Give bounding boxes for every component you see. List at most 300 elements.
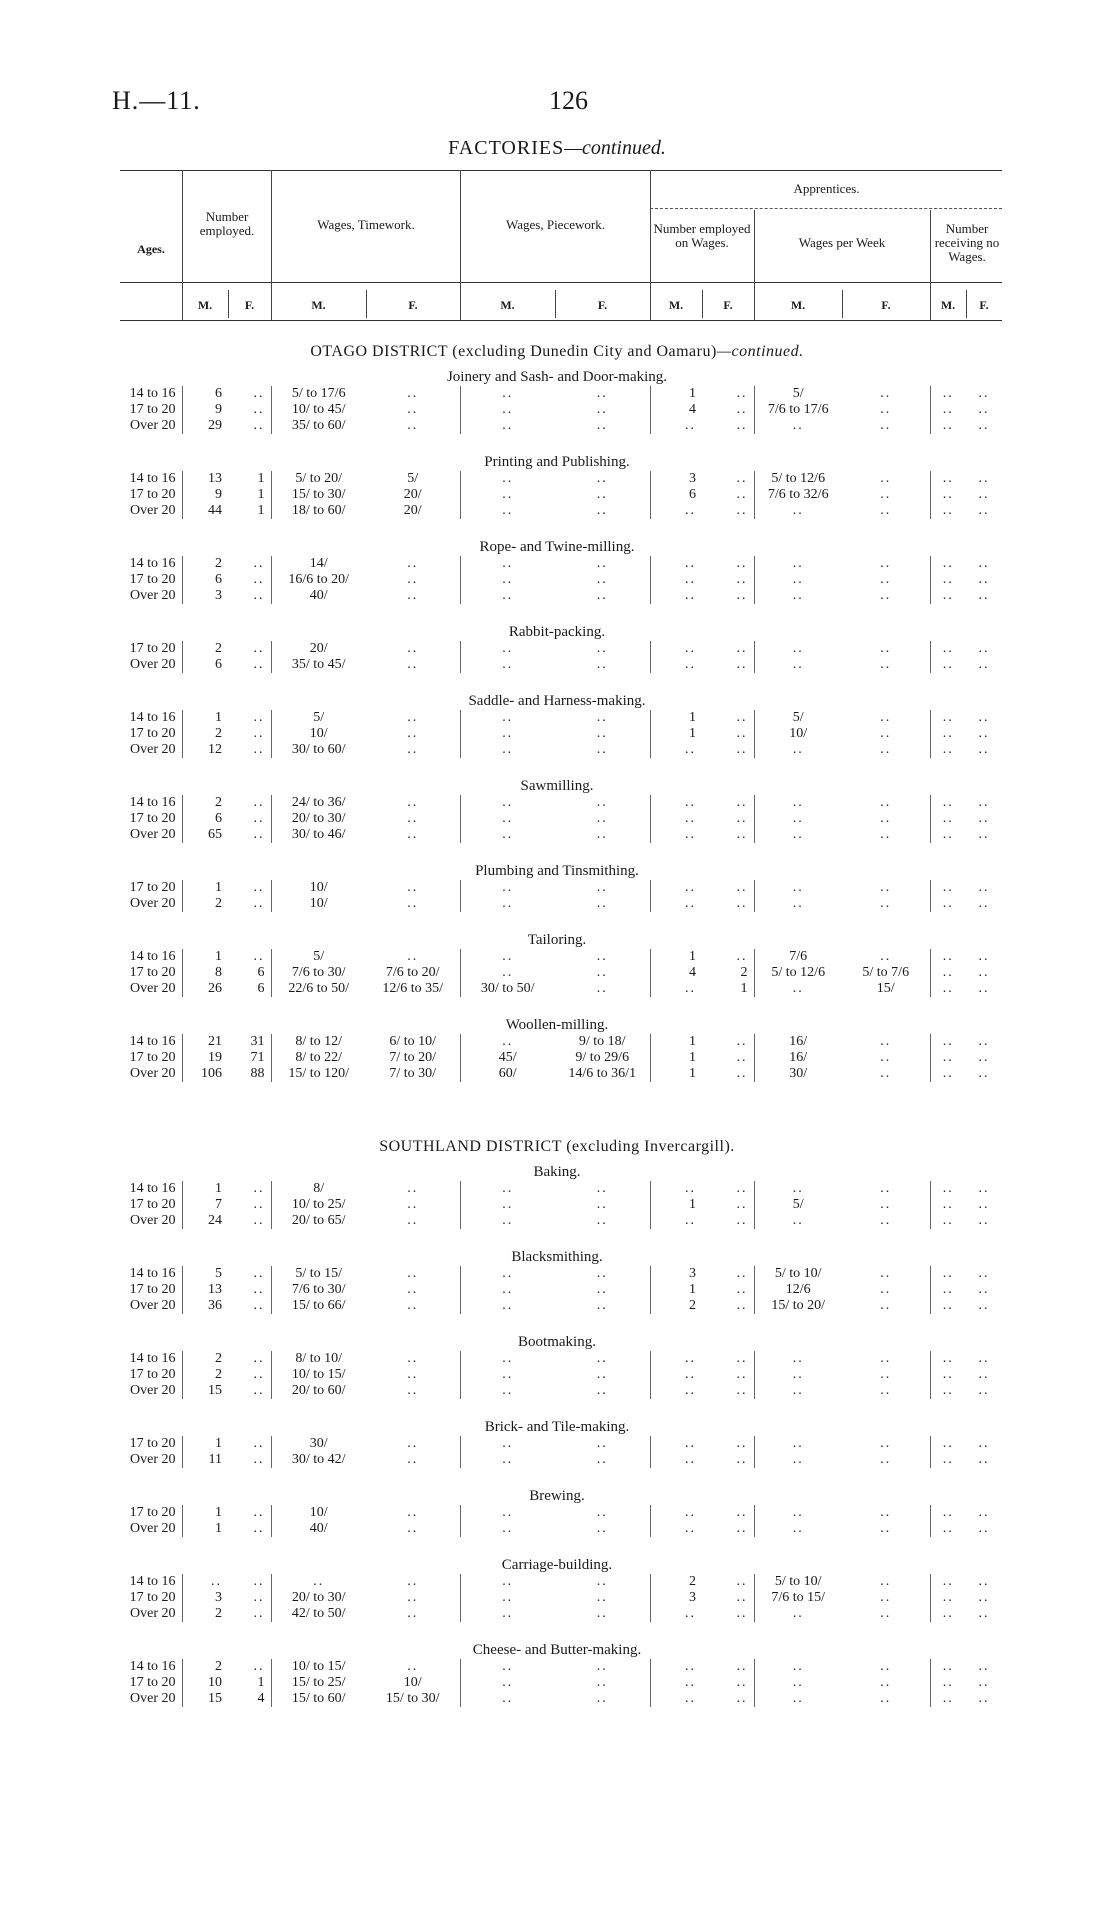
age-cell: 17 to 20 xyxy=(100,1050,182,1066)
data-cell: .. xyxy=(978,556,990,571)
data-cell: .. xyxy=(978,1197,990,1212)
data-cell: .. xyxy=(685,1351,696,1366)
data-cell: .. xyxy=(702,641,754,657)
trade-table xyxy=(100,1181,1003,1229)
data-cell: .. xyxy=(792,1181,804,1196)
table-row xyxy=(100,811,1002,827)
table-row xyxy=(100,1505,1002,1521)
data-cell: 3 xyxy=(689,471,696,486)
data-cell: .. xyxy=(228,726,271,742)
data-cell: 15/ to 25/ xyxy=(291,1675,346,1690)
data-cell: 20/ to 60/ xyxy=(291,1383,346,1398)
trade-table xyxy=(100,1505,1003,1537)
data-cell: 6 xyxy=(228,981,271,997)
data-cell: .. xyxy=(942,896,954,911)
data-cell: .. xyxy=(685,657,696,672)
data-cell: .. xyxy=(228,1590,271,1606)
trade-table xyxy=(100,1034,1003,1082)
data-cell: .. xyxy=(685,1606,696,1621)
data-cell: .. xyxy=(228,1282,271,1298)
table-row xyxy=(100,1213,1002,1229)
data-cell: .. xyxy=(702,726,754,742)
data-cell: .. xyxy=(685,811,696,826)
table-row xyxy=(100,896,1002,912)
data-cell: .. xyxy=(685,1367,696,1382)
data-cell: 1 xyxy=(228,1675,271,1691)
trade-table xyxy=(100,1574,1003,1622)
data-cell: .. xyxy=(555,1659,650,1675)
data-cell: .. xyxy=(555,386,650,402)
header-m: M. xyxy=(311,298,326,312)
data-cell: .. xyxy=(502,402,514,417)
data-cell: 3 xyxy=(689,1590,696,1605)
data-cell: 1 xyxy=(689,1034,696,1049)
data-cell: 10/ xyxy=(309,726,328,741)
data-cell: .. xyxy=(942,418,954,433)
table-row xyxy=(100,726,1002,742)
data-cell: .. xyxy=(942,641,954,656)
data-cell: 5/ xyxy=(366,471,460,487)
data-cell: 1 xyxy=(228,487,271,503)
data-cell: .. xyxy=(555,1367,650,1383)
running-title-suffix: —continued. xyxy=(564,137,666,159)
age-cell: Over 20 xyxy=(100,1521,182,1537)
data-cell: .. xyxy=(978,1521,990,1536)
data-cell: .. xyxy=(702,1066,754,1082)
data-cell: .. xyxy=(555,1675,650,1691)
age-cell: 14 to 16 xyxy=(100,1351,182,1367)
data-cell: .. xyxy=(555,1590,650,1606)
data-cell: .. xyxy=(942,1436,954,1451)
data-cell: .. xyxy=(942,1034,954,1049)
data-cell: .. xyxy=(502,1606,514,1621)
data-cell: .. xyxy=(978,1691,990,1706)
data-cell: .. xyxy=(502,1034,514,1049)
data-cell: .. xyxy=(842,811,930,827)
data-cell: 2 xyxy=(702,965,754,981)
trade-title: Baking. xyxy=(533,1164,581,1180)
data-cell: .. xyxy=(228,1521,271,1537)
data-cell: .. xyxy=(842,896,930,912)
data-cell: .. xyxy=(702,1050,754,1066)
data-cell: .. xyxy=(228,572,271,588)
table-row xyxy=(100,418,1002,434)
header-f: F. xyxy=(881,298,891,312)
data-cell: .. xyxy=(555,572,650,588)
data-cell: .. xyxy=(685,418,696,433)
data-cell: 14/ xyxy=(309,556,328,571)
data-cell: 5/ xyxy=(792,710,804,725)
data-cell: 7/6 to 20/ xyxy=(366,965,460,981)
trade-table xyxy=(100,1351,1003,1399)
data-cell: .. xyxy=(685,1436,696,1451)
data-cell: 30/ xyxy=(309,1436,328,1451)
data-cell: .. xyxy=(228,1197,271,1213)
data-cell: 6 xyxy=(215,572,222,587)
data-cell: .. xyxy=(366,1266,460,1282)
data-cell: .. xyxy=(228,1266,271,1282)
data-cell: .. xyxy=(211,1574,222,1589)
data-cell: 16/ xyxy=(789,1034,808,1049)
data-cell: .. xyxy=(842,1691,930,1707)
table-row xyxy=(100,503,1002,519)
data-cell: .. xyxy=(978,588,990,603)
trade-table xyxy=(100,949,1003,997)
data-cell: .. xyxy=(555,487,650,503)
data-cell: .. xyxy=(842,795,930,811)
data-cell: 12 xyxy=(208,742,222,757)
data-cell: 5/ to 17/6 xyxy=(291,386,346,401)
data-cell: 31 xyxy=(228,1034,271,1050)
trade-table xyxy=(100,880,1003,912)
data-cell: .. xyxy=(502,811,514,826)
data-cell: .. xyxy=(702,402,754,418)
data-cell: .. xyxy=(502,556,514,571)
data-cell: .. xyxy=(842,1351,930,1367)
data-cell: .. xyxy=(502,726,514,741)
data-cell: .. xyxy=(978,1606,990,1621)
data-cell: .. xyxy=(555,556,650,572)
data-cell: 1 xyxy=(689,949,696,964)
data-cell: .. xyxy=(792,795,804,810)
data-cell: 18/ to 60/ xyxy=(291,503,346,518)
age-cell: Over 20 xyxy=(100,827,182,843)
data-cell: 5/ xyxy=(792,1197,804,1212)
data-cell: 15 xyxy=(208,1691,222,1706)
data-cell: .. xyxy=(702,418,754,434)
data-cell: .. xyxy=(942,588,954,603)
data-cell: .. xyxy=(978,1282,990,1297)
data-cell: .. xyxy=(366,1521,460,1537)
data-cell: 1 xyxy=(215,1436,222,1451)
table-row xyxy=(100,1066,1002,1082)
data-cell: .. xyxy=(702,1367,754,1383)
data-cell: 1 xyxy=(702,981,754,997)
table-row xyxy=(100,965,1002,981)
data-cell: .. xyxy=(978,1266,990,1281)
data-cell: .. xyxy=(842,1298,930,1314)
data-cell: .. xyxy=(792,1521,804,1536)
data-cell: .. xyxy=(978,386,990,401)
data-cell: .. xyxy=(555,1691,650,1707)
data-cell: .. xyxy=(978,795,990,810)
data-cell: .. xyxy=(978,811,990,826)
data-cell: .. xyxy=(502,1266,514,1281)
data-cell: 8 xyxy=(215,965,222,980)
data-cell: .. xyxy=(685,1675,696,1690)
data-cell: .. xyxy=(228,710,271,726)
data-cell: .. xyxy=(942,726,954,741)
table-row xyxy=(100,710,1002,726)
data-cell: 30/ to 46/ xyxy=(291,827,346,842)
data-cell: .. xyxy=(942,487,954,502)
data-cell: 1 xyxy=(689,1197,696,1212)
age-cell: 17 to 20 xyxy=(100,726,182,742)
age-cell: 14 to 16 xyxy=(100,1266,182,1282)
data-cell: .. xyxy=(842,1505,930,1521)
data-cell: 15/ to 120/ xyxy=(288,1066,350,1081)
data-cell: .. xyxy=(228,742,271,758)
data-cell: .. xyxy=(228,1574,271,1590)
data-cell: .. xyxy=(942,1213,954,1228)
data-cell: .. xyxy=(792,827,804,842)
data-cell: .. xyxy=(942,1590,954,1605)
data-cell: .. xyxy=(366,1351,460,1367)
data-cell: .. xyxy=(942,1505,954,1520)
data-cell: .. xyxy=(555,1521,650,1537)
data-cell: .. xyxy=(502,1282,514,1297)
age-cell: 17 to 20 xyxy=(100,1590,182,1606)
data-cell: .. xyxy=(942,1574,954,1589)
data-cell: 42/ to 50/ xyxy=(291,1606,346,1621)
data-cell: 7/6 to 17/6 xyxy=(767,402,829,417)
data-cell: .. xyxy=(366,1367,460,1383)
data-cell: 6 xyxy=(215,657,222,672)
data-cell: .. xyxy=(555,1266,650,1282)
data-cell: .. xyxy=(942,795,954,810)
data-cell: .. xyxy=(792,556,804,571)
data-cell: .. xyxy=(502,880,514,895)
data-cell: .. xyxy=(942,1452,954,1467)
data-cell: 40/ xyxy=(309,1521,328,1536)
table-row xyxy=(100,949,1002,965)
data-cell: 19 xyxy=(208,1050,222,1065)
data-cell: .. xyxy=(685,1181,696,1196)
data-cell: .. xyxy=(685,1521,696,1536)
data-cell: .. xyxy=(978,641,990,656)
data-cell: 5/ to 7/6 xyxy=(842,965,930,981)
data-cell: .. xyxy=(942,1659,954,1674)
data-cell: .. xyxy=(942,710,954,725)
data-cell: 1 xyxy=(228,503,271,519)
data-cell: 30/ to 42/ xyxy=(291,1452,346,1467)
data-cell: 6 xyxy=(689,487,696,502)
data-cell: 4 xyxy=(689,965,696,980)
data-cell: .. xyxy=(842,1521,930,1537)
data-cell: .. xyxy=(685,556,696,571)
data-cell: 15/ to 30/ xyxy=(366,1691,460,1707)
data-cell: 13 xyxy=(208,471,222,486)
trade-table xyxy=(100,1659,1003,1707)
data-cell: .. xyxy=(942,1181,954,1196)
data-cell: .. xyxy=(685,1383,696,1398)
header-m: M. xyxy=(940,298,956,312)
trade-title: Woollen-milling. xyxy=(505,1017,609,1033)
table-row xyxy=(100,471,1002,487)
data-cell: .. xyxy=(702,1606,754,1622)
table-row xyxy=(100,1590,1002,1606)
data-cell: .. xyxy=(702,1034,754,1050)
data-cell: .. xyxy=(555,896,650,912)
table-row xyxy=(100,1436,1002,1452)
age-cell: Over 20 xyxy=(100,1691,182,1707)
data-cell: .. xyxy=(228,1213,271,1229)
data-cell: .. xyxy=(942,1367,954,1382)
data-cell: .. xyxy=(978,1213,990,1228)
trade-table xyxy=(100,471,1003,519)
data-cell: 8/ to 12/ xyxy=(295,1034,343,1049)
data-cell: .. xyxy=(366,1606,460,1622)
data-cell: .. xyxy=(502,487,514,502)
table-row xyxy=(100,1197,1002,1213)
data-cell: .. xyxy=(978,471,990,486)
data-cell: .. xyxy=(978,1675,990,1690)
data-cell: .. xyxy=(502,1452,514,1467)
data-cell: .. xyxy=(942,572,954,587)
data-cell: .. xyxy=(228,418,271,434)
data-cell: .. xyxy=(842,1367,930,1383)
age-cell: 14 to 16 xyxy=(100,1574,182,1590)
data-cell: 21 xyxy=(208,1034,222,1049)
data-cell: .. xyxy=(942,1691,954,1706)
data-cell: .. xyxy=(502,1298,514,1313)
data-cell: .. xyxy=(978,1181,990,1196)
data-cell: .. xyxy=(366,880,460,896)
data-cell: .. xyxy=(502,896,514,911)
data-cell: 1 xyxy=(689,386,696,401)
data-cell: .. xyxy=(502,418,514,433)
data-cell: 1 xyxy=(228,471,271,487)
data-cell: 2 xyxy=(215,795,222,810)
data-cell: .. xyxy=(842,1034,930,1050)
data-cell: .. xyxy=(702,1298,754,1314)
data-cell: .. xyxy=(792,1213,804,1228)
data-cell: 3 xyxy=(215,1590,222,1605)
data-cell: 15/ to 20/ xyxy=(771,1298,826,1313)
trade-table xyxy=(100,386,1003,434)
header-m: M. xyxy=(197,298,213,312)
table-row xyxy=(100,827,1002,843)
data-cell: 10/ to 25/ xyxy=(291,1197,346,1212)
data-cell: .. xyxy=(685,795,696,810)
data-cell: .. xyxy=(792,981,804,996)
data-cell: .. xyxy=(978,1383,990,1398)
data-cell: 5/ to 15/ xyxy=(295,1266,343,1281)
data-cell: .. xyxy=(685,981,696,996)
data-cell: .. xyxy=(978,402,990,417)
data-cell: 60/ xyxy=(498,1066,517,1081)
data-cell: .. xyxy=(228,1659,271,1675)
data-cell: .. xyxy=(228,949,271,965)
age-cell: Over 20 xyxy=(100,896,182,912)
age-cell: Over 20 xyxy=(100,1606,182,1622)
table-row xyxy=(100,1050,1002,1066)
data-cell: .. xyxy=(502,386,514,401)
data-cell: 26 xyxy=(208,981,222,996)
data-cell: .. xyxy=(978,503,990,518)
data-cell: .. xyxy=(366,726,460,742)
data-cell: .. xyxy=(555,811,650,827)
data-cell: 22/6 to 50/ xyxy=(288,981,350,996)
data-cell: 5/ xyxy=(313,710,325,725)
data-cell: .. xyxy=(702,880,754,896)
data-cell: 6 xyxy=(228,965,271,981)
data-cell: .. xyxy=(978,1034,990,1049)
data-cell: 1 xyxy=(215,880,222,895)
header-appr-number: Number employed on Wages. xyxy=(653,221,751,250)
data-cell: .. xyxy=(978,726,990,741)
table-row xyxy=(100,572,1002,588)
district-title xyxy=(0,343,1114,361)
data-cell: 5/ to 12/6 xyxy=(771,965,826,980)
data-cell: .. xyxy=(228,402,271,418)
data-cell: 20/ xyxy=(366,487,460,503)
data-cell: 24/ to 36/ xyxy=(291,795,346,810)
data-cell: .. xyxy=(702,795,754,811)
data-cell: .. xyxy=(702,896,754,912)
age-cell: 17 to 20 xyxy=(100,402,182,418)
data-cell: 20/ to 30/ xyxy=(291,1590,346,1605)
data-cell: .. xyxy=(228,795,271,811)
table-row xyxy=(100,795,1002,811)
data-cell: 4 xyxy=(228,1691,271,1707)
data-cell: .. xyxy=(942,1298,954,1313)
header-m: M. xyxy=(790,298,806,312)
table-row xyxy=(100,1034,1002,1050)
data-cell: .. xyxy=(978,1367,990,1382)
age-cell: Over 20 xyxy=(100,1298,182,1314)
data-cell: .. xyxy=(702,1282,754,1298)
table-row xyxy=(100,1181,1002,1197)
data-cell: .. xyxy=(792,641,804,656)
data-cell: .. xyxy=(555,1606,650,1622)
data-cell: .. xyxy=(366,1574,460,1590)
data-cell: 14/6 to 36/1 xyxy=(555,1066,650,1082)
data-cell: .. xyxy=(555,1574,650,1590)
data-cell: .. xyxy=(555,1383,650,1399)
data-cell: .. xyxy=(978,1050,990,1065)
data-cell: .. xyxy=(366,1298,460,1314)
data-cell: .. xyxy=(555,1282,650,1298)
table-row xyxy=(100,1659,1002,1675)
data-cell: .. xyxy=(502,949,514,964)
age-cell: 17 to 20 xyxy=(100,487,182,503)
data-cell: 2 xyxy=(689,1298,696,1313)
data-cell: .. xyxy=(792,1675,804,1690)
header-number-employed: Number employed. xyxy=(199,209,255,238)
data-cell: .. xyxy=(942,811,954,826)
age-cell: 14 to 16 xyxy=(100,386,182,402)
data-cell: .. xyxy=(685,1452,696,1467)
data-cell: 4 xyxy=(689,402,696,417)
data-cell: 10/ xyxy=(309,896,328,911)
data-cell: .. xyxy=(702,588,754,604)
data-cell: 30/ to 50/ xyxy=(480,981,535,996)
data-cell: 10/ to 45/ xyxy=(291,402,346,417)
data-cell: .. xyxy=(502,1574,514,1589)
data-cell: .. xyxy=(842,726,930,742)
data-cell: 9/ to 18/ xyxy=(555,1034,650,1050)
table-row xyxy=(100,556,1002,572)
data-cell: .. xyxy=(228,1436,271,1452)
data-cell: 15/ xyxy=(842,981,930,997)
data-cell: 1 xyxy=(689,1066,696,1081)
data-cell: .. xyxy=(842,572,930,588)
data-cell: .. xyxy=(228,657,271,673)
data-cell: .. xyxy=(228,1452,271,1468)
data-cell: .. xyxy=(366,710,460,726)
table-row xyxy=(100,487,1002,503)
age-cell: 17 to 20 xyxy=(100,641,182,657)
data-cell: .. xyxy=(942,1050,954,1065)
age-cell: Over 20 xyxy=(100,1452,182,1468)
data-cell: .. xyxy=(978,965,990,980)
data-cell: .. xyxy=(942,386,954,401)
data-cell: .. xyxy=(228,896,271,912)
data-cell: .. xyxy=(685,572,696,587)
trade-title: Saddle- and Harness-making. xyxy=(468,693,646,709)
data-cell: .. xyxy=(555,1436,650,1452)
